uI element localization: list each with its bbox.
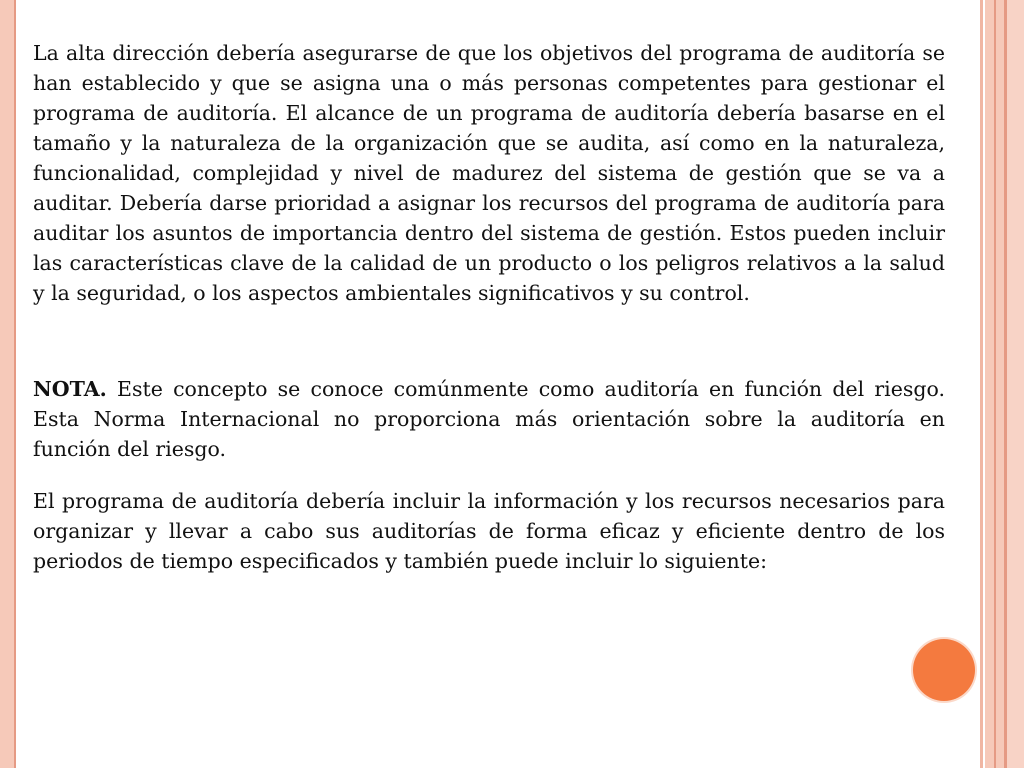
note-text: Este concepto se conoce comúnmente como auditoría en función del riesgo. Esta Norma Internacional no proporciona más orientación sobre la auditoría en función del riesgo. [33, 377, 945, 461]
right-decorative-stripe [996, 0, 1004, 768]
paragraph-program-contents [33, 486, 945, 576]
right-decorative-stripe [1007, 0, 1024, 768]
paragraph-objectives [33, 38, 945, 308]
paragraph-objectives-text: La alta dirección debería asegurarse de que los objetivos del programa de auditoría se han establecido y que se asigna una o más personas competentes para gestionar el programa de auditoría. El alcance de un programa de auditoría debería basarse en el tamaño y la naturaleza de la organización que se audita, así como en la naturaleza, funcionalidad, complejidad y nivel de madurez del sistema de gestión que se va a auditar. Debería darse prioridad a asignar los recursos del programa de auditoría para auditar los asuntos de importancia dentro del sistema de gestión. Estos pueden incluir las características clave de la calidad de un producto o los peligros relativos a la salud y la seguridad, o los aspectos ambientales significativos y su control. [33, 41, 945, 305]
note-label: NOTA. [33, 377, 107, 401]
orange-circle-decoration [913, 639, 975, 701]
left-decorative-border [0, 0, 14, 768]
left-decorative-line [14, 0, 16, 768]
note-block [33, 374, 945, 464]
right-decorative-stripe [980, 0, 983, 768]
right-decorative-stripe [985, 0, 994, 768]
note-paragraph [33, 374, 945, 464]
paragraph-program-contents-text: El programa de auditoría debería incluir la información y los recursos necesarios para organizar y llevar a cabo sus auditorías de forma eficaz y eficiente dentro de los periodos de tiempo especificados y también puede incluir lo siguiente: [33, 489, 945, 573]
